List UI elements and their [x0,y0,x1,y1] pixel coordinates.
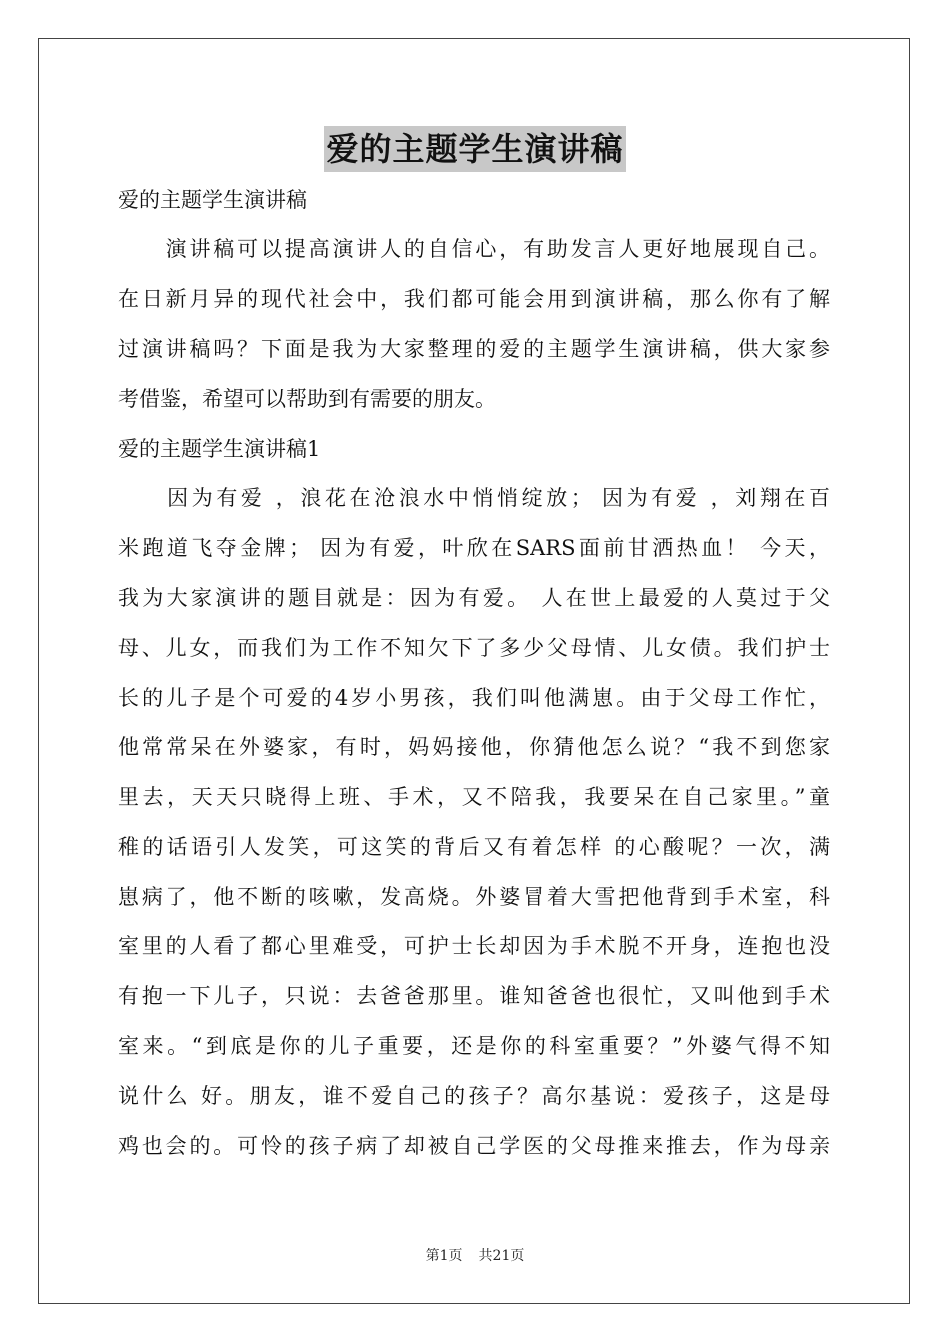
body-line: 米跑道飞夺金牌； 因为有爱，叶欣在SARS面前甘洒热血！ 今天， [118,536,830,560]
document-title: 爱的主题学生演讲稿 [324,126,625,172]
page-footer [0,1247,950,1265]
intro-line: 考借鉴，希望可以帮助到有需要的朋友。 [118,387,496,411]
body-line: 稚的话语引人发笑，可这笑的背后又有着怎样 的心酸呢？一次，满 [118,835,830,859]
body-line: 鸡也会的。可怜的孩子病了却被自己学医的父母推来推去，作为母亲 [118,1134,830,1158]
body-line: 长的儿子是个可爱的4岁小男孩，我们叫他满崽。由于父母工作忙， [118,686,830,710]
section-heading: 爱的主题学生演讲稿1 [118,437,321,461]
body-line: 他常常呆在外婆家，有时，妈妈接他，你猜他怎么说？“我不到您家 [118,735,830,759]
intro-line: 过演讲稿吗？下面是我为大家整理的爱的主题学生演讲稿，供大家参 [118,337,830,361]
body-line: 说什么 好。朋友，谁不爱自己的孩子？高尔基说：爱孩子，这是母 [118,1084,830,1108]
intro-line: 在日新月异的现代社会中，我们都可能会用到演讲稿，那么你有了解 [118,287,830,311]
document-heading: 爱的主题学生演讲稿 [118,188,307,212]
page-border [38,38,910,1304]
page-number: 第1页 [425,1248,463,1264]
body-line: 室来。“到底是你的儿子重要，还是你的科室重要？”外婆气得不知 [118,1034,830,1058]
intro-line: 演讲稿可以提高演讲人的自信心，有助发言人更好地展现自己。 [118,237,830,261]
body-line: 母、儿女，而我们为工作不知欠下了多少父母情、儿女债。我们护士 [118,636,830,660]
body-line: 我为大家演讲的题目就是：因为有爱。 人在世上最爱的人莫过于父 [118,586,830,610]
title-container [0,126,950,172]
body-line: 因为有爱 ，浪花在沧浪水中悄悄绽放； 因为有爱 ，刘翔在百 [118,486,830,510]
body-line: 崽病了，他不断的咳嗽，发高烧。外婆冒着大雪把他背到手术室，科 [118,885,830,909]
body-line: 里去，天天只晓得上班、手术，又不陪我，我要呆在自己家里。”童 [118,785,830,809]
page-total: 共21页 [478,1248,525,1264]
body-line: 室里的人看了都心里难受，可护士长却因为手术脱不开身，连抱也没 [118,934,830,958]
body-line: 有抱一下儿子，只说：去爸爸那里。谁知爸爸也很忙，又叫他到手术 [118,984,830,1008]
